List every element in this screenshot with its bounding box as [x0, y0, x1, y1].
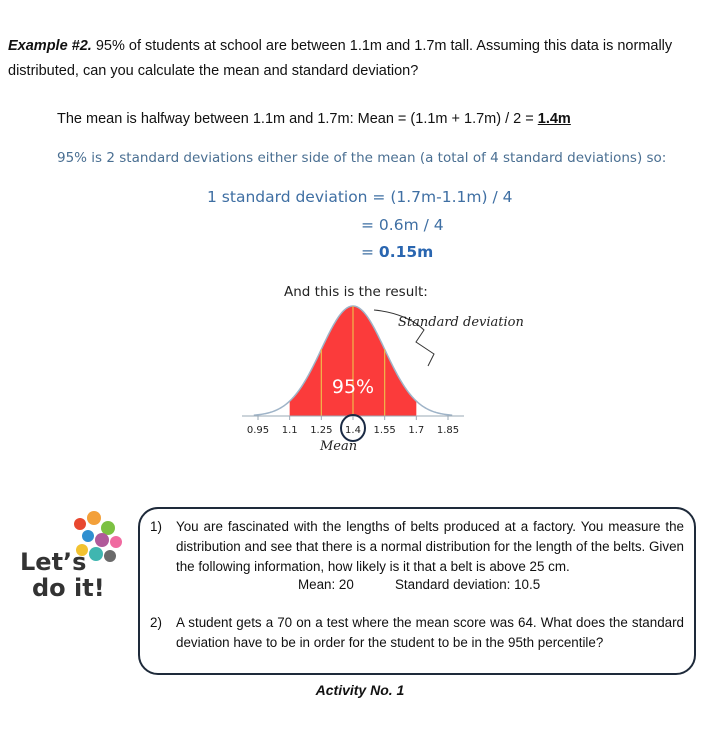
result-label: And this is the result:	[284, 284, 428, 300]
question-1-sd: Standard deviation: 10.5	[395, 577, 541, 592]
mean-line	[57, 111, 571, 127]
example-paragraph	[8, 34, 708, 84]
shaded-percent-label: 95%	[331, 376, 375, 398]
calc-line-3-value: 0.15m	[378, 243, 434, 261]
calc-line-1: 1 standard deviation = (1.7m-1.1m) / 4	[207, 188, 513, 206]
mean-line-text: The mean is halfway between 1.1m and 1.7m: Mean = (1.1m + 1.7m) / 2 =	[57, 111, 538, 127]
calc-line-3	[361, 243, 433, 261]
calc-line-2: = 0.6m / 4	[361, 216, 444, 234]
example-text: 95% of students at school are between 1.1m and 1.7m tall. Assuming this data is normally distributed, can you calculate the mean and standard deviation?	[8, 38, 673, 79]
logo-text-line1: Let’s	[20, 548, 87, 576]
question-1-number: 1)	[150, 519, 162, 534]
lets-do-it-logo	[18, 510, 130, 606]
logo-dot-4	[95, 533, 109, 547]
x-tick-label-6: 1.85	[436, 425, 460, 436]
mean-annotation: Mean	[320, 439, 358, 454]
logo-dot-5	[110, 536, 122, 548]
sd-intro: 95% is 2 standard deviations either side of the mean (a total of 4 standard deviations) so:	[57, 150, 667, 166]
logo-dot-3	[82, 530, 94, 542]
x-tick-label-1: 1.1	[281, 425, 298, 436]
mean-result: 1.4m	[537, 111, 571, 127]
activity-caption: Activity No. 1	[315, 682, 405, 698]
logo-dot-7	[89, 547, 103, 561]
x-tick-label-5: 1.7	[408, 425, 425, 436]
logo-dot-2	[101, 521, 115, 535]
x-tick-label-3: 1.4	[345, 425, 361, 436]
logo-text-line2: do it!	[32, 574, 105, 602]
question-1-mean: Mean: 20	[298, 577, 354, 592]
logo-dot-1	[87, 511, 101, 525]
question-1-text: You are fascinated with the lengths of belts produced at a factory. You measure the distribution and see that there is a normal distribution for the length of the belts. Given the following information, how likely is it that a belt is above 25 cm.	[176, 519, 684, 574]
question-2-text: A student gets a 70 on a test where the mean score was 64. What does the standard deviation have to be in order for the student to be in the 95th percentile?	[176, 615, 684, 650]
logo-dot-0	[74, 518, 86, 530]
question-2	[150, 613, 684, 673]
x-tick-label-2: 1.25	[310, 425, 333, 436]
question-2-number: 2)	[150, 615, 162, 630]
std-dev-annotation: Standard deviation	[398, 315, 524, 330]
calc-line-3-prefix: =	[361, 243, 379, 261]
logo-dot-8	[104, 550, 116, 562]
example-label: Example #2.	[8, 38, 92, 54]
x-tick-label-4: 1.55	[373, 425, 396, 436]
x-tick-label-0: 0.95	[246, 425, 270, 436]
